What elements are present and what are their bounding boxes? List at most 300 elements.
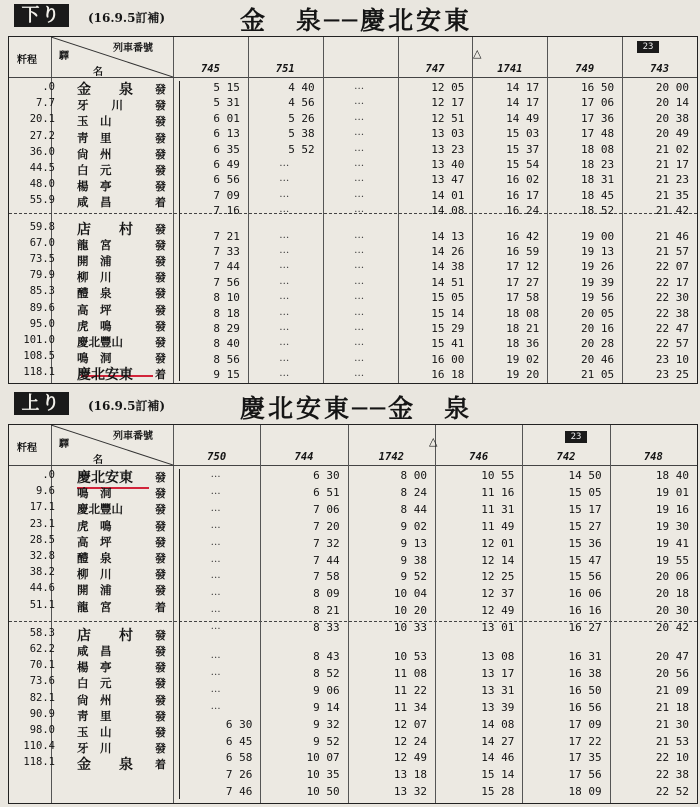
down-time-cell: 5 26	[288, 111, 315, 125]
station-name: 鳴 洞	[77, 486, 112, 501]
down-header-diagonal	[51, 37, 173, 77]
station-name: 金 泉	[77, 82, 133, 98]
up-time-cell: 16 31	[568, 650, 602, 663]
down-time-cell: 14 08	[431, 204, 465, 218]
dep-arr-mark: 發	[155, 693, 166, 707]
up-time-cell: …	[210, 536, 222, 548]
station-name: 靑 里	[77, 130, 112, 145]
down-col-divider	[323, 37, 324, 383]
up-time-cell: 19 55	[655, 553, 689, 567]
up-time-cell: 7 44	[313, 553, 340, 567]
dep-arr-mark: 着	[155, 368, 166, 382]
up-triangle-1742: △	[429, 435, 438, 448]
down-time-cell: 6 49	[213, 158, 240, 171]
down-time-cell: …	[279, 204, 291, 216]
up-station-header: 驛	[59, 439, 69, 450]
dep-arr-mark: 發	[155, 287, 166, 301]
km-value: 73.6	[29, 675, 55, 688]
down-time-cell: …	[279, 158, 291, 169]
down-time-cell: …	[354, 111, 366, 123]
up-time-cell: …	[210, 485, 222, 497]
down-time-cell: 14 13	[431, 229, 465, 243]
down-time-cell: 15 05	[431, 291, 465, 305]
up-time-cell: 20 47	[655, 650, 689, 663]
dep-arr-mark: 發	[155, 726, 166, 739]
down-time-cell: 13 40	[431, 158, 465, 171]
dep-arr-mark: 發	[155, 352, 166, 366]
km-value: 110.4	[23, 740, 55, 753]
down-time-cell: 12 17	[431, 96, 465, 110]
down-time-cell: 21 35	[655, 188, 689, 202]
up-time-cell: 6 51	[313, 485, 340, 499]
down-time-cell: 14 01	[431, 188, 465, 202]
up-time-cell: 13 32	[393, 785, 427, 799]
station-name: 龍 宮	[77, 237, 112, 252]
up-time-cell: 21 30	[655, 717, 689, 731]
up-time-cell: 8 24	[400, 485, 427, 499]
km-value: 59.8	[29, 220, 55, 233]
up-time-cell: 9 32	[313, 717, 340, 731]
up-time-cell: 9 14	[313, 700, 340, 714]
dep-arr-mark: 發	[155, 677, 166, 691]
up-time-cell: 12 49	[393, 751, 427, 765]
up-time-cell: 11 08	[393, 666, 427, 680]
down-time-cell: …	[354, 158, 366, 169]
up-time-cell: …	[210, 683, 222, 695]
down-time-cell: …	[279, 368, 291, 380]
station-name: 開 浦	[77, 583, 112, 598]
km-value: 62.2	[29, 643, 55, 655]
km-value: 95.0	[29, 317, 55, 330]
km-value: 32.8	[29, 550, 55, 562]
up-route-title: 慶北安東──金 泉	[240, 394, 473, 423]
up-time-cell: 15 47	[568, 553, 602, 567]
down-time-cell: 7 33	[213, 245, 240, 258]
timetable-up	[0, 388, 700, 807]
dep-arr-mark: 發	[155, 645, 166, 658]
down-time-cell: 7 21	[213, 229, 240, 243]
up-time-cell: 9 38	[400, 553, 427, 567]
up-time-cell: 19 30	[655, 519, 689, 533]
up-time-cell: 7 26	[225, 768, 253, 782]
up-time-cell: 13 01	[481, 621, 515, 635]
down-triangle-1741: △	[473, 47, 482, 60]
km-value: 44.6	[29, 582, 55, 595]
up-time-cell: 7 46	[225, 785, 253, 799]
km-value: 20.1	[29, 113, 55, 126]
down-time-cell: 4 56	[288, 96, 315, 110]
down-time-cell: 17 27	[506, 275, 540, 289]
down-time-cell: …	[354, 96, 366, 108]
station-name: 玉 山	[77, 114, 112, 129]
down-time-cell: 8 18	[213, 306, 240, 320]
up-time-cell: 6 30	[313, 469, 340, 482]
dep-arr-mark: 發	[155, 336, 166, 349]
up-time-cell: 10 50	[306, 785, 340, 799]
up-time-cell: 13 17	[481, 666, 515, 680]
km-value: 98.0	[29, 724, 55, 736]
up-time-cell: 21 09	[655, 683, 689, 697]
station-name: 白 元	[77, 676, 112, 691]
km-value: 82.1	[29, 691, 55, 704]
down-time-cell: …	[279, 275, 291, 287]
up-time-cell: 11 34	[393, 700, 427, 714]
km-value: 108.5	[23, 350, 55, 363]
down-time-cell: 17 12	[506, 260, 540, 274]
up-time-cell: 15 56	[568, 570, 602, 584]
up-time-cell: 15 28	[481, 785, 515, 799]
up-time-cell: 8 09	[313, 587, 340, 601]
dep-arr-mark: 着	[155, 196, 166, 210]
station-name: 鳴 洞	[77, 351, 112, 366]
down-badge-743: 23	[637, 41, 659, 53]
down-time-cell: 9 15	[213, 368, 240, 382]
down-time-cell: …	[279, 322, 291, 333]
up-time-cell: 10 33	[393, 621, 427, 635]
down-time-cell: 4 40	[288, 81, 315, 94]
down-time-cell: …	[354, 173, 366, 185]
down-time-cell: 12 05	[431, 81, 465, 94]
station-name: 靑 里	[77, 708, 112, 723]
up-train-number: 1742	[378, 451, 404, 463]
up-time-cell: 12 07	[393, 717, 427, 731]
up-time-cell: 17 35	[568, 751, 602, 765]
down-time-cell: 16 59	[506, 245, 540, 258]
station-name: 高 坪	[77, 534, 112, 549]
up-time-cell: …	[210, 587, 222, 599]
up-train-number: 748	[643, 451, 663, 463]
station-name: 楊 亭	[77, 179, 112, 194]
km-value: 48.0	[29, 178, 55, 191]
dep-arr-mark: 發	[155, 99, 166, 113]
down-time-cell: 16 24	[506, 204, 540, 218]
station-name: 店 村	[77, 627, 133, 644]
station-name: 慶北安東	[77, 367, 133, 384]
up-time-cell: 16 16	[568, 604, 602, 618]
km-value: 7.7	[36, 97, 55, 110]
km-value: 23.1	[29, 517, 55, 530]
down-time-cell: …	[354, 204, 366, 216]
down-time-cell: …	[354, 337, 366, 349]
down-time-cell: 7 56	[213, 275, 240, 289]
up-time-cell: 6 45	[225, 734, 253, 748]
up-time-cell: 15 05	[568, 485, 602, 499]
down-time-cell: 16 00	[431, 352, 465, 366]
down-time-cell: 16 02	[506, 173, 540, 187]
station-name: 咸 昌	[77, 195, 112, 210]
down-time-cell: 16 18	[431, 368, 465, 382]
down-time-cell: 19 39	[581, 275, 615, 289]
up-direction-tag: 上り	[14, 392, 69, 415]
dep-arr-mark: 發	[155, 519, 166, 533]
down-time-cell: 8 40	[213, 337, 240, 351]
dep-arr-mark: 發	[155, 628, 166, 642]
down-time-cell: 8 29	[213, 322, 240, 335]
up-time-cell: 11 22	[393, 683, 427, 697]
up-time-cell: …	[210, 519, 222, 531]
up-time-cell: 12 14	[481, 553, 515, 567]
up-time-cell: 21 53	[655, 734, 689, 748]
down-time-cell: …	[354, 127, 366, 139]
up-time-cell: 14 27	[481, 734, 515, 748]
up-time-cell: 17 09	[568, 717, 602, 731]
up-time-cell: 14 08	[481, 717, 515, 731]
up-time-cell: 10 20	[393, 604, 427, 618]
km-value: 58.3	[29, 626, 55, 639]
down-time-cell: …	[354, 245, 366, 256]
down-time-cell: 5 52	[288, 142, 315, 156]
down-time-cell: 18 08	[506, 306, 540, 320]
down-time-cell: 17 58	[506, 291, 540, 305]
down-time-cell: 5 31	[213, 96, 240, 110]
up-time-cell: 9 52	[400, 570, 427, 584]
down-time-cell: …	[354, 322, 366, 333]
up-time-cell: 15 14	[481, 768, 515, 782]
up-time-cell: …	[210, 700, 222, 712]
up-revision: (16.9.5訂補)	[88, 399, 166, 413]
down-time-cell: 18 31	[581, 173, 615, 187]
down-train-number: 745	[200, 63, 220, 75]
up-time-cell: 13 39	[481, 700, 515, 714]
dep-arr-mark: 發	[155, 147, 166, 161]
km-value: 51.1	[29, 598, 55, 611]
timetable-down	[0, 0, 700, 388]
km-value: 85.3	[29, 285, 55, 298]
km-value: 67.0	[29, 236, 55, 249]
down-time-cell: 21 57	[655, 245, 689, 258]
dep-arr-mark: 着	[155, 600, 166, 614]
down-km-header: 粁程	[17, 55, 37, 66]
up-time-cell: 12 25	[481, 570, 515, 584]
up-time-cell: …	[210, 553, 222, 565]
up-time-cell: 14 50	[568, 469, 602, 482]
up-time-cell: 12 49	[481, 604, 515, 618]
down-time-cell: 6 56	[213, 173, 240, 187]
up-train-number: 746	[469, 451, 489, 463]
down-time-cell: 8 10	[213, 291, 240, 305]
down-time-cell: 7 09	[213, 188, 240, 202]
up-time-cell: 16 50	[568, 683, 602, 697]
km-value: 38.2	[29, 566, 55, 579]
km-value: 73.5	[29, 253, 55, 265]
up-time-cell: 9 52	[313, 734, 340, 748]
km-value: 55.9	[29, 194, 55, 207]
station-name: 玉 山	[77, 725, 112, 739]
down-time-cell: …	[279, 173, 291, 185]
down-time-cell: 14 17	[506, 96, 540, 110]
up-time-cell: …	[210, 469, 222, 480]
down-time-cell: 15 41	[431, 337, 465, 351]
station-name: 慶北豐山	[77, 335, 123, 349]
station-name: 開 浦	[77, 254, 112, 268]
station-name: 白 元	[77, 163, 112, 177]
down-time-cell: 20 00	[655, 81, 689, 94]
down-time-cell: …	[354, 188, 366, 200]
station-name: 尙 州	[77, 146, 112, 161]
up-time-cell: 20 42	[655, 621, 689, 635]
down-name-header: 名	[93, 67, 103, 78]
down-time-cell: 18 45	[581, 188, 615, 202]
down-time-cell: 21 23	[655, 173, 689, 187]
down-time-cell: 20 38	[655, 111, 689, 125]
down-time-cell: …	[279, 260, 291, 272]
up-time-cell: …	[210, 604, 222, 616]
up-time-cell: 10 53	[393, 650, 427, 663]
down-timetable-grid	[8, 36, 698, 384]
station-name: 金 泉	[77, 757, 133, 774]
down-time-cell: 14 38	[431, 260, 465, 274]
down-time-cell: 15 03	[506, 127, 540, 141]
down-time-cell: 13 47	[431, 173, 465, 187]
down-time-cell: …	[279, 188, 291, 200]
station-name: 醴 泉	[77, 551, 112, 565]
up-time-cell: 12 37	[481, 587, 515, 601]
up-train-number: 742	[556, 451, 576, 463]
up-time-cell: 22 10	[655, 751, 689, 765]
down-time-cell: 22 38	[655, 306, 689, 320]
up-time-cell: 15 27	[568, 519, 602, 533]
down-time-cell: 22 47	[655, 322, 689, 335]
dep-arr-mark: 發	[155, 180, 166, 194]
down-time-cell: 6 35	[213, 142, 240, 156]
down-time-cell: …	[279, 291, 291, 303]
down-time-cell: 23 25	[655, 368, 689, 382]
down-time-cell: …	[354, 260, 366, 272]
km-value: 17.1	[29, 501, 55, 514]
up-name-header: 名	[93, 455, 103, 466]
station-name: 楊 亭	[77, 660, 112, 675]
km-value: 118.1	[23, 756, 55, 769]
up-time-cell: …	[210, 666, 222, 678]
up-time-cell: 11 31	[481, 502, 515, 516]
up-time-cell: 8 44	[400, 502, 427, 516]
up-badge-742: 23	[565, 431, 587, 443]
down-time-cell: …	[354, 81, 366, 92]
down-time-cell: 22 30	[655, 291, 689, 305]
down-time-cell: 14 17	[506, 81, 540, 94]
up-time-cell: 21 18	[655, 700, 689, 714]
down-train-number: 1741	[497, 63, 523, 75]
up-time-cell: 20 30	[655, 604, 689, 618]
up-time-cell: 13 08	[481, 650, 515, 663]
dep-arr-mark: 發	[155, 271, 166, 285]
up-time-cell: 15 17	[568, 502, 602, 516]
km-value: 79.9	[29, 269, 55, 282]
dep-arr-mark: 發	[155, 661, 166, 675]
km-value: 101.0	[23, 334, 55, 346]
dep-arr-mark: 發	[155, 319, 166, 333]
up-time-cell: 6 30	[225, 717, 253, 731]
down-time-cell: 13 23	[431, 142, 465, 156]
station-name: 高 坪	[77, 302, 112, 317]
km-value: 36.0	[29, 145, 55, 158]
up-time-cell: 7 32	[313, 536, 340, 550]
down-time-cell: 20 05	[581, 306, 615, 320]
down-time-cell: 7 44	[213, 260, 240, 274]
down-time-cell: 18 08	[581, 142, 615, 156]
station-name: 虎 鳴	[77, 518, 112, 533]
station-name: 店 村	[77, 221, 133, 238]
up-time-cell: 20 18	[655, 587, 689, 601]
down-time-cell: 21 46	[655, 229, 689, 243]
dep-arr-mark: 發	[155, 303, 166, 317]
station-name: 牙 川	[77, 741, 112, 756]
station-name: 尙 州	[77, 692, 112, 707]
down-time-cell: 18 36	[506, 337, 540, 351]
down-time-cell: 17 06	[581, 96, 615, 110]
up-time-cell: 7 20	[313, 519, 340, 533]
up-time-cell: …	[210, 650, 222, 661]
down-time-cell: 18 52	[581, 204, 615, 218]
up-time-cell: 16 27	[568, 621, 602, 635]
down-time-cell: 21 17	[655, 158, 689, 171]
down-time-cell: …	[354, 275, 366, 287]
down-time-cell: 14 26	[431, 245, 465, 258]
down-time-cell: 20 28	[581, 337, 615, 351]
down-time-cell: …	[279, 245, 291, 256]
up-time-cell: 8 33	[313, 621, 340, 635]
km-value: 89.6	[29, 301, 55, 314]
up-time-cell: 18 40	[655, 469, 689, 482]
down-time-cell: 19 26	[581, 260, 615, 274]
up-time-cell: 16 06	[568, 587, 602, 601]
km-value: 9.6	[36, 485, 55, 498]
up-time-cell: …	[210, 570, 222, 582]
dep-arr-mark: 發	[155, 742, 166, 756]
station-name: 柳 川	[77, 567, 112, 582]
down-direction-tag: 下り	[14, 4, 69, 27]
down-time-cell: …	[354, 352, 366, 364]
up-time-cell: 17 22	[568, 734, 602, 748]
dep-arr-mark: 發	[155, 503, 166, 517]
up-train-number: 744	[294, 451, 314, 463]
up-time-cell: 8 52	[313, 666, 340, 680]
up-time-cell: 13 31	[481, 683, 515, 697]
down-time-cell: …	[279, 229, 291, 241]
down-time-cell: …	[354, 291, 366, 303]
dep-arr-mark: 着	[155, 758, 166, 772]
down-time-cell: 13 03	[431, 127, 465, 141]
dep-arr-mark: 發	[155, 535, 166, 549]
down-time-cell: 12 51	[431, 111, 465, 125]
down-train-header: 列車番號	[113, 43, 153, 54]
down-time-cell: 15 54	[506, 158, 540, 171]
down-train-number: 751	[275, 63, 295, 75]
down-time-cell: 7 16	[213, 204, 240, 218]
up-time-cell: 19 16	[655, 502, 689, 516]
up-time-cell: 16 38	[568, 666, 602, 680]
up-header-diagonal	[51, 425, 173, 465]
dep-arr-mark: 發	[155, 487, 166, 501]
dep-arr-mark: 發	[155, 131, 166, 145]
up-time-cell: 20 06	[655, 570, 689, 584]
up-time-cell: 6 58	[225, 751, 253, 765]
up-time-cell: 10 55	[481, 469, 515, 482]
down-train-number: 747	[425, 63, 445, 75]
up-time-cell: 19 01	[655, 485, 689, 499]
up-train-header: 列車番號	[113, 431, 153, 442]
down-time-cell: 14 49	[506, 111, 540, 125]
down-time-cell: 20 14	[655, 96, 689, 110]
down-time-cell: 14 51	[431, 275, 465, 289]
up-time-cell: 17 56	[568, 768, 602, 782]
station-name: 牙 川	[77, 98, 123, 113]
down-time-cell: 16 42	[506, 229, 540, 243]
down-time-cell: 19 00	[581, 229, 615, 243]
down-time-cell: 18 23	[581, 158, 615, 171]
up-time-cell: 11 49	[481, 519, 515, 533]
down-time-cell: 15 37	[506, 142, 540, 156]
